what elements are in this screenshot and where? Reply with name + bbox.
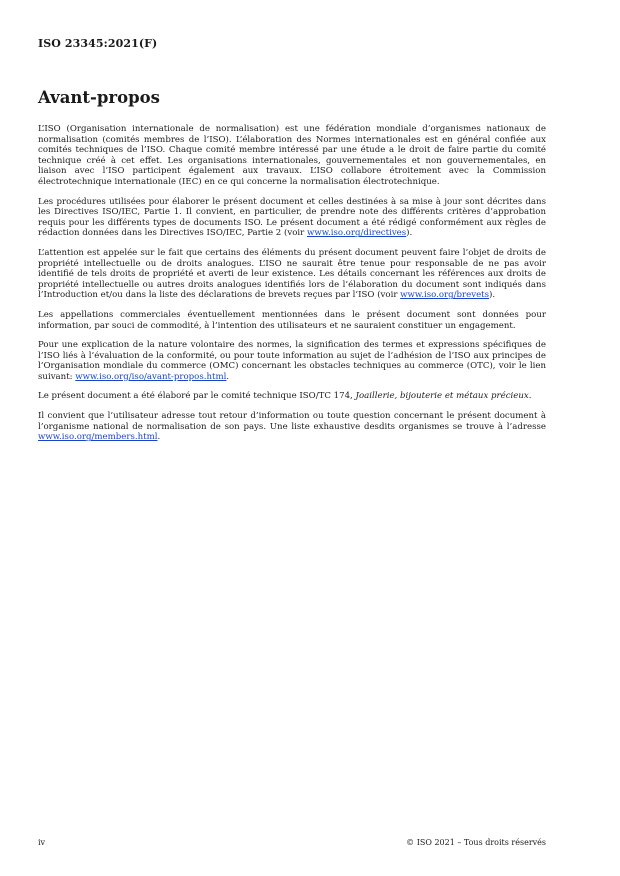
paragraph-feedback: [38, 411, 546, 443]
members-link[interactable]: www.iso.org/members.html: [38, 432, 158, 443]
paragraph-end: .: [528, 391, 532, 402]
page-number: iv: [38, 838, 46, 847]
directives-link[interactable]: www.iso.org/directives: [306, 228, 407, 239]
paragraph-text: Pour une explication de la nature volontaire des normes, la signification des termes et expressions spécifiques de l’ISO liés à l’évaluation de la conformité, ou pour toute information au sujet de l’adhésion de l’ISO aux principes de l’Organisation mondiale du commerce (OMC) concernant les obstacles techniques au commerce (OTC), voir le lien suivant:: [38, 340, 546, 382]
paragraph-end: .: [226, 371, 230, 382]
paragraph-end: .: [157, 432, 161, 443]
paragraph-text: Les procédures utilisées pour élaborer le présent document et celles destinées à sa mise à jour sont décrites dans les Directives ISO/IEC, Partie 1. Il convient, en particulier, de prendre note des différents critères d’approbation requis pour les différents types de documents ISO. Le présent document a été rédigé conformément aux règles de rédaction données dans les Directives ISO/IEC, Partie 2 (voir: [38, 196, 546, 239]
page-title: Avant-propos: [38, 88, 160, 107]
paragraph-text: Il convient que l’utilisateur adresse tout retour d’information ou toute question concernant le présent document à l’organisme national de normalisation de son pays. Une liste exhaustive desdits organismes se trouve à l’adresse: [38, 411, 546, 432]
copyright-notice: © ISO 2021 – Tous droits réservés: [406, 838, 546, 847]
document-id: ISO 23345:2021(F): [38, 37, 158, 50]
paragraph-committee: [38, 391, 546, 402]
foreword-link[interactable]: www.iso.org/iso/avant-propos.html: [75, 371, 227, 382]
paragraph-procedures: [38, 197, 546, 239]
patents-link[interactable]: www.iso.org/brevets: [400, 290, 490, 301]
paragraph-text: Le présent document a été élaboré par le comité technique ISO/TC 174,: [38, 391, 356, 402]
paragraph-patents: [38, 248, 546, 301]
paragraph-voluntary-nature: [38, 340, 546, 382]
committee-title: Joaillerie, bijouterie et métaux précieux: [355, 391, 529, 402]
paragraph-trade-names: Les appellations commerciales éventuellement mentionnées dans le présent document sont données pour information, par souci de commodité, à l’intention des utilisateurs et ne sauraient constituer un engagement.: [38, 309, 546, 331]
foreword-body: [38, 124, 546, 452]
paragraph-text: L’attention est appelée sur le fait que certains des éléments du présent document peuvent faire l’objet de droits de propriété intellectuelle ou de droits analogues. L’ISO ne saurait être tenue pour responsable de ne pas avoir identifié de tels droits de propriété et averti de leur existence. Les détails concernant les références aux droits de propriété intellectuelle ou autres droits analogues identifiés lors de l’élaboration du document sont indiqués dans l’Introduction et/ou dans la liste des déclarations de brevets reçues par l’ISO (voir: [38, 247, 546, 301]
paragraph-iso-intro: L’ISO (Organisation internationale de normalisation) est une fédération mondiale d’organismes nationaux de normalisation (comités membres de l’ISO). L’élaboration des Normes internationales est en général confiée aux comités techniques de l’ISO. Chaque comité membre intéressé par une étude a le droit de faire partie du comité technique créé à cet effet. Les organisations internationales, gouvernementales et non gouvernementales, en liaison avec l’ISO participent également aux travaux. L’ISO collabore étroitement avec la Commission électrotechnique internationale (IEC) en ce qui concerne la normalisation électrotechnique.: [38, 124, 546, 187]
paragraph-end: ).: [406, 228, 413, 239]
paragraph-end: ).: [489, 290, 496, 301]
